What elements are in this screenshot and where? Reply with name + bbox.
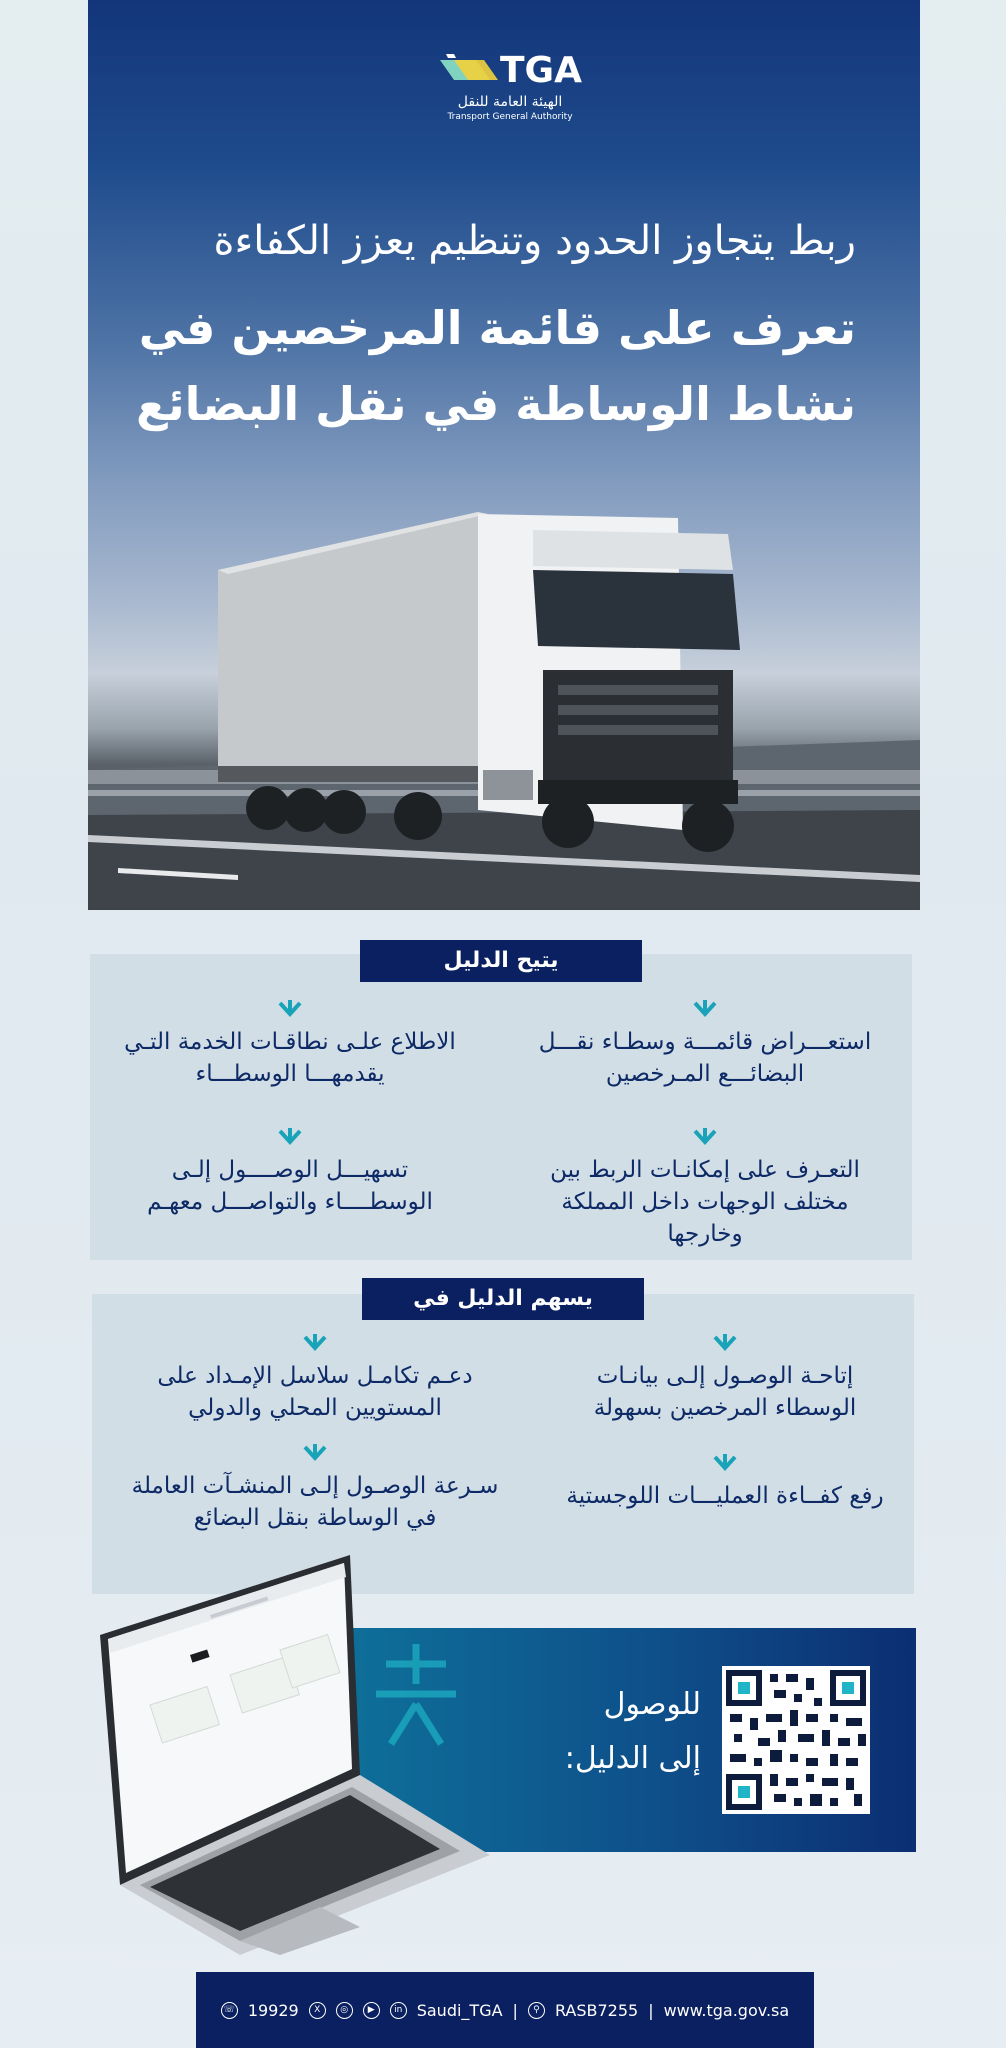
benefit-item: دعـم تكامـل سلاسل الإمـداد على المستويين المحلي والدولي [125, 1334, 505, 1424]
hero-banner [88, 0, 920, 910]
chevron-down-icon [692, 1128, 718, 1146]
benefit-item: رفع كفــاءة العمليـــات اللوجستية [555, 1454, 895, 1512]
divider: | [512, 2000, 518, 2020]
logo-abbr: TGA [500, 50, 582, 91]
feature-item: التعـرف على إمكانـات الربط بين مختلف الوجهات داخل المملكة وخارجها [530, 1128, 880, 1250]
laptop-image [90, 1555, 510, 1955]
hero-title [136, 290, 856, 442]
truck-image [88, 470, 920, 910]
hero-subtitle: ربط يتجاوز الحدود وتنظيم يعزز الكفاءة [213, 218, 856, 264]
footer-bar [196, 1972, 814, 2048]
phone-icon: ☏ [221, 2002, 238, 2019]
logo-name-en: Transport General Authority [447, 112, 573, 122]
access-line2: إلى الدليل: [564, 1741, 701, 1776]
hero-title-line1: تعرف على قائمة المرخصين في [138, 301, 856, 355]
instagram-icon[interactable]: ◎ [336, 2002, 353, 2019]
divider: | [648, 2000, 654, 2020]
youtube-icon[interactable]: ▶ [363, 2002, 380, 2019]
chevron-down-icon [302, 1444, 328, 1462]
chevron-down-icon [712, 1334, 738, 1352]
access-text [501, 1678, 701, 1786]
location-pin-icon: ⚲ [528, 2002, 545, 2019]
feature-item: تسهيـــل الوصــــول إلـى الوسطــــاء والتواصـــل معهـم [120, 1128, 460, 1218]
logo-mark-icon [440, 54, 498, 84]
footer-handle[interactable]: Saudi_TGA [416, 2000, 503, 2020]
chevron-down-icon [277, 1000, 303, 1018]
hero-title-line2: نشاط الوساطة في نقل البضائع [135, 377, 856, 431]
logo-name-ar: الهيئة العامة للنقل [457, 94, 563, 110]
footer-website[interactable]: www.tga.gov.sa [663, 2000, 790, 2020]
chevron-down-icon [277, 1128, 303, 1146]
footer-phone: 19929 [247, 2000, 299, 2020]
linkedin-icon[interactable]: in [390, 2002, 407, 2019]
tga-logo [440, 46, 580, 126]
benefit-item: إتاحـة الوصـول إلـى بيانـات الوسطاء المرخصين بسهولة [555, 1334, 895, 1424]
benefits-tag: يسهم الدليل في [362, 1278, 644, 1320]
qr-code[interactable] [722, 1666, 870, 1814]
feature-item: الاطلاع علـى نطاقـات الخدمة التـي يقدمهـــا الوسطـــاء [120, 1000, 460, 1090]
x-icon[interactable]: X [309, 2002, 326, 2019]
feature-item: استعـــراض قائمـــة وسطـاء نقـــل البضائـــع المـرخصين [530, 1000, 880, 1090]
access-line1: للوصول [603, 1687, 701, 1722]
chevron-down-icon [302, 1334, 328, 1352]
benefit-item: سـرعة الوصـول إلـى المنشـآت العاملة في الوساطة بنقل البضائع [125, 1444, 505, 1534]
features-tag: يتيح الدليل [360, 940, 642, 982]
footer-code: RASB7255 [554, 2000, 639, 2020]
chevron-down-icon [692, 1000, 718, 1018]
chevron-down-icon [712, 1454, 738, 1472]
